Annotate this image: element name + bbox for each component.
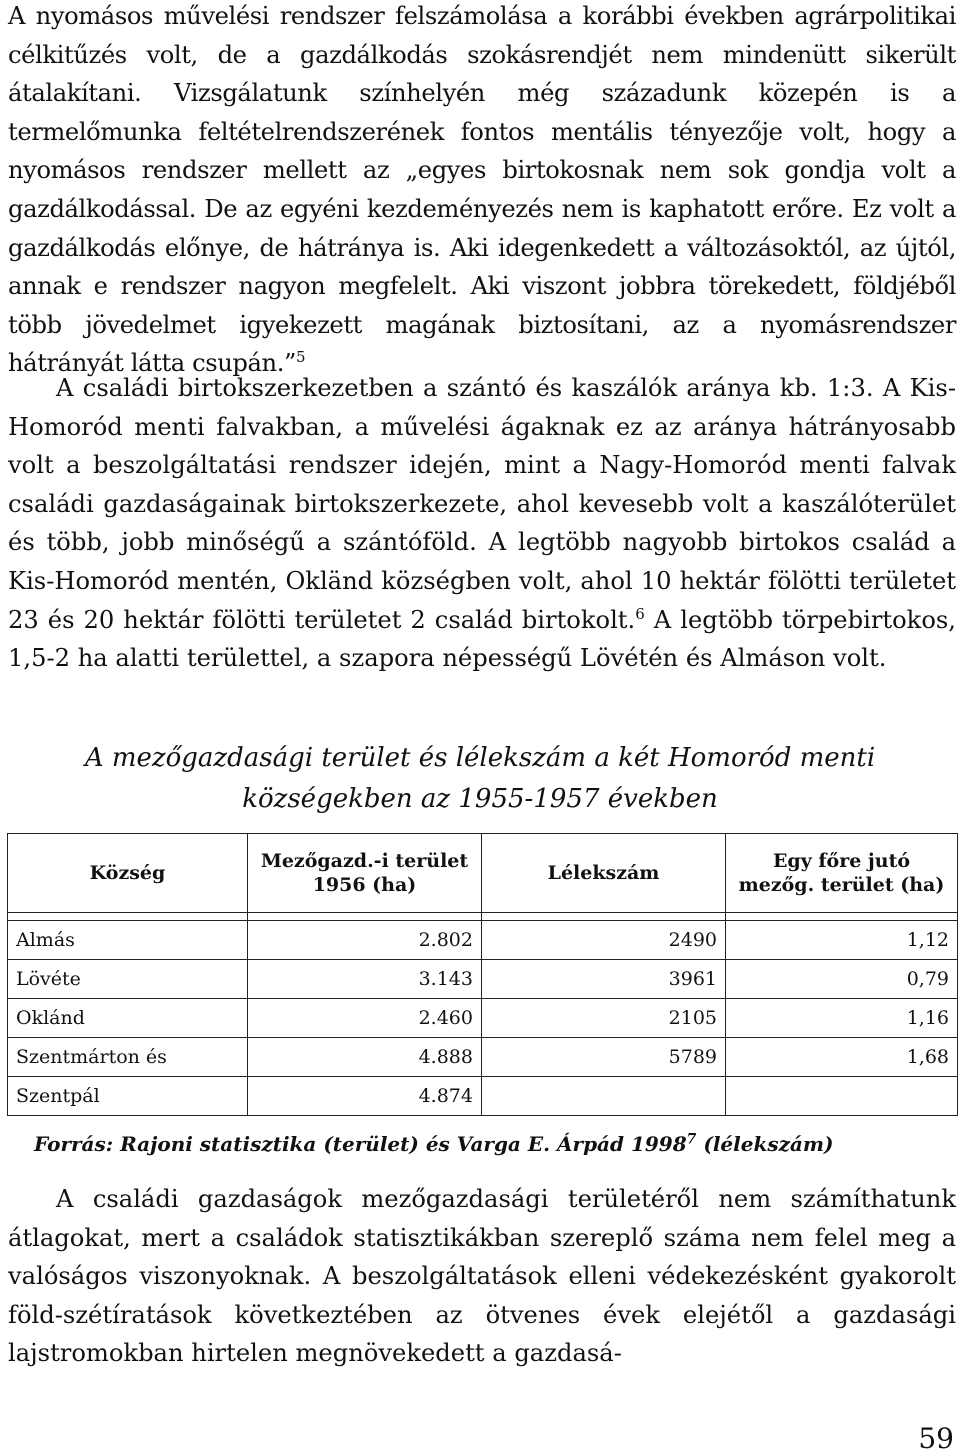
cell-area: 2.802: [248, 921, 482, 960]
footnote-ref-6[interactable]: 6: [635, 604, 645, 623]
cell-area: 4.888: [248, 1038, 482, 1077]
cell-village: Lövéte: [8, 960, 248, 999]
cell-population: 3961: [482, 960, 726, 999]
table-source-note: [34, 1129, 834, 1159]
paragraph-text-continued: A legtöbb törpebirtokos, 1,5-2 ha alatti területtel, a szapora népességű Lövétén és Almáson volt.: [8, 605, 956, 673]
table-title-line-2: községekben az 1955-1957 években: [242, 784, 718, 814]
cell-population: 2105: [482, 999, 726, 1038]
body-paragraph-1: [8, 0, 956, 383]
column-header-area-per-capita: Egy főre jutó mezőg. terület (ha): [726, 834, 958, 913]
cell-population: [482, 1077, 726, 1116]
paragraph-text: A nyomásos művelési rendszer felszámolása a korábbi években agrárpolitikai célkitűzés volt, de a gazdálkodás szokásrendjét nem mindenütt sikerült átalakítani. Vizsgálatunk színhelyén még századunk közepén is a termelőmunka feltételrendszerének fontos mentális tényezője volt, hogy a nyomásos rendszer mellett az „egyes birtokosnak nem sok gondja volt a gazdálkodással. De az egyéni kezdeményezés nem is kaphatott erőre. Ez volt a gazdálkodás előnye, de hátránya is. Aki idegenkedett a változásoktól, az újtól, annak e rendszer nagyon megfelelt. Aki viszont jobbra törekedett, földjéből több jövedelmet igyekezett magának biztosítani, az a nyomásrendszer hátrányát látta csupán.”: [8, 2, 956, 378]
footnote-ref-5[interactable]: 5: [295, 348, 306, 367]
page-number: 59: [918, 1422, 954, 1455]
table-spacer-row: [8, 913, 958, 921]
statistics-table: [7, 833, 958, 1116]
paragraph-text: A családi birtokszerkezetben a szántó és kaszálók aránya kb. 1:3. A Kis-Homoród menti falvakban, a művelési ágaknak ez az aránya hátrányosabb volt a beszolgáltatási rendszer idején, mint a Nagy-Homoród menti falvak családi gazdaságainak birtokszerkezete, ahol kevesebb volt a kaszálóterület és több, jobb minőségű a szántóföld. A legtöbb nagyobb birtokos család a Kis-Homoród mentén, Okländ községben volt, ahol 10 hektár fölötti területet 23 és 20 hektár fölötti területet 2 család birtokolt.: [8, 374, 956, 634]
column-header-area: Mezőgazd.-i terület 1956 (ha): [248, 834, 482, 913]
column-header-population: Lélekszám: [482, 834, 726, 913]
cell-area: 3.143: [248, 960, 482, 999]
source-text-tail: (lélekszám): [696, 1132, 834, 1156]
cell-per-capita: [726, 1077, 958, 1116]
table-title-line-1: A mezőgazdasági terület és lélekszám a két Homoród menti: [84, 743, 876, 773]
body-paragraph-3: A családi gazdaságok mezőgazdasági területéről nem számíthatunk átlagokat, mert a családok statisztikákban szereplő száma nem felel meg a valóságos viszonyoknak. A beszolgáltatások elleni védekezésként gyakorolt föld-szétíratások következtében az ötvenes évek elejétől a gazdasági lajstromokban hirtelen megnövekedett a gazdasá-: [8, 1185, 956, 1368]
cell-population: 5789: [482, 1038, 726, 1077]
table-row: [8, 1077, 958, 1116]
table-row: [8, 921, 958, 960]
table-header-row: [8, 834, 958, 913]
body-paragraph-2: [8, 369, 956, 678]
cell-area: 4.874: [248, 1077, 482, 1116]
cell-per-capita: 1,12: [726, 921, 958, 960]
footnote-ref-7[interactable]: 7: [686, 1131, 697, 1148]
cell-village: Almás: [8, 921, 248, 960]
cell-village: Szentmárton és: [8, 1038, 248, 1077]
table-row: [8, 999, 958, 1038]
cell-village: Szentpál: [8, 1077, 248, 1116]
source-text: Forrás: Rajoni statisztika (terület) és Varga E. Árpád 1998: [34, 1132, 687, 1156]
cell-per-capita: 1,16: [726, 999, 958, 1038]
column-header-village: Község: [8, 834, 248, 913]
cell-village: Oklánd: [8, 999, 248, 1038]
table-row: [8, 1038, 958, 1077]
cell-area: 2.460: [248, 999, 482, 1038]
cell-population: 2490: [482, 921, 726, 960]
cell-per-capita: 1,68: [726, 1038, 958, 1077]
cell-per-capita: 0,79: [726, 960, 958, 999]
table-row: [8, 960, 958, 999]
